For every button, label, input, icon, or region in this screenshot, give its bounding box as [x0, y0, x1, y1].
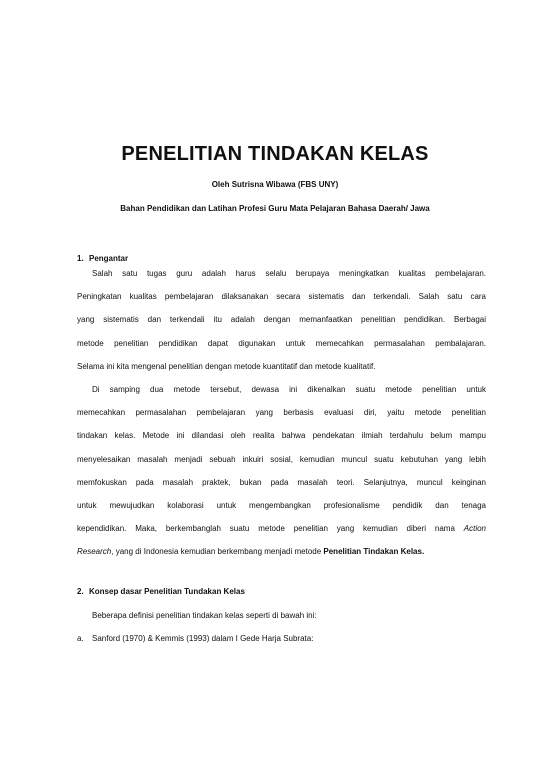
paragraph-line	[77, 540, 486, 563]
list-item-text: Sanford (1970) & Kemmis (1993) dalam I Gede Harja Subrata:	[92, 634, 314, 643]
section-heading-label: Pengantar	[89, 254, 129, 263]
document-subtitle: Bahan Pendidikan dan Latihan Profesi Guru Mata Pelajaran Bahasa Daerah/ Jawa	[120, 204, 430, 213]
paragraph-line: metode penelitian pendidikan dapat digunakan untuk memecahkan permasalahan pembalajaran.	[77, 338, 486, 348]
paragraph-line: Salah satu tugas guru adalah harus selalu berupaya meningkatkan kualitas pembelajaran.	[92, 269, 486, 278]
section-number: 2.	[77, 587, 84, 596]
section-body-pengantar	[77, 262, 486, 564]
section-heading-label: Konsep dasar Penelitian Tundakan Kelas	[89, 587, 245, 596]
paragraph-line: memecahkan permasalahan pembelajaran yang berbasis evaluasi diri, yaitu metode penelitian	[77, 408, 486, 418]
paragraph-line: Di samping dua metode tersebut, dewasa ini dikenalkan suatu metode penelitian untuk	[92, 385, 486, 395]
paragraph-text: kependidikan. Maka, berkembanglah suatu metode penelitian yang kemudian diberi nama	[77, 524, 455, 534]
list-marker: a.	[77, 634, 84, 643]
paragraph-line: Peningkatan kualitas pembelajaran dilaksanakan secara sistematis dan terkendali. Salah satu cara	[77, 292, 486, 302]
section-heading-konsep	[77, 587, 245, 596]
section-intro: Beberapa definisi penelitian tindakan kelas seperti di bawah ini:	[92, 611, 317, 620]
italic-term: Research	[77, 547, 112, 557]
document-author: Oleh Sutrisna Wibawa (FBS UNY)	[211, 180, 339, 189]
section-number: 1.	[77, 254, 84, 263]
paragraph-line	[77, 517, 486, 540]
document-title: PENELITIAN TINDAKAN KELAS	[121, 143, 429, 165]
paragraph-line: yang sistematis dan terkendali itu adalah dengan memanfaatkan penelitian pendidikan. Berbagai	[77, 315, 486, 325]
bold-term: Penelitian Tindakan Kelas.	[323, 547, 425, 557]
paragraph-line: memfokuskan pada masalah praktek, bukan pada masalah teori. Selanjutnya, muncul keinginan	[77, 477, 486, 487]
paragraph-line: menyelesaikan masalah menjadi sebuah inkuiri sosial, kemudian muncul suatu kebutuhan yang lebih	[77, 454, 486, 464]
paragraph-line: untuk mewujudkan kolaborasi untuk mengembangkan profesionalisme pendidik dan tenaga	[77, 501, 486, 511]
paragraph-text: , yang di Indonesia kemudian berkembang menjadi metode	[111, 547, 324, 557]
paragraph-line: tindakan kelas. Metode ini dilandasi oleh realita bahwa pendekatan ilmiah terdahulu belum mampu	[77, 431, 486, 441]
italic-term: Action	[463, 524, 486, 534]
list-item	[77, 634, 313, 643]
paragraph-line: Selama ini kita mengenal penelitian dengan metode kuantitatif dan metode kualitatif.	[77, 361, 376, 371]
